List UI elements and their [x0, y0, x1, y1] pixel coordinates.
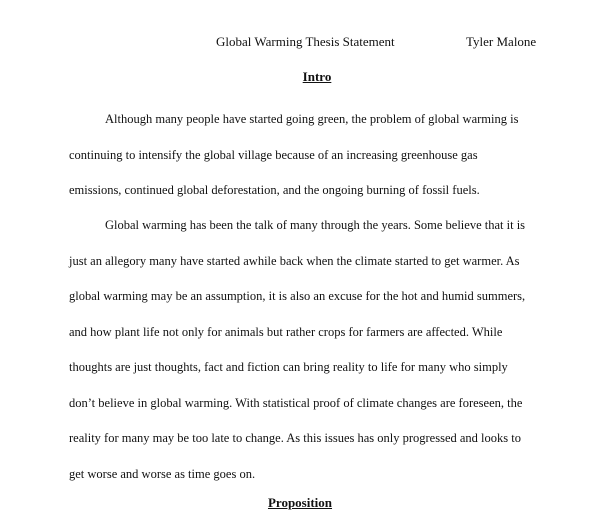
document-title: Global Warming Thesis Statement	[216, 34, 395, 49]
section-heading-intro: Intro	[302, 69, 332, 84]
body-paragraph: Although many people have started going green, the problem of global warming is continuing to intensify the global village because of an increasing greenhouse gas emissions, continued global deforestation, and the ongoing burning of fossil fuels.	[69, 112, 519, 197]
author-name: Tyler Malone	[466, 34, 537, 49]
section-heading-proposition: Proposition	[267, 495, 333, 510]
body-paragraph: Global warming has been the talk of many through the years. Some believe that it is just an allegory many have started awhile back when the climate started to get warmer. As global warming may be an assumption, it is also an excuse for the hot and humid summers, and how plant life not only for animals but rather crops for farmers are affected. While thoughts are just thoughts, fact and fiction can bring reality to life for many who simply don’t believe in global warming. With statistical proof of climate changes are foreseen, the reality for many may be too late to change. As this issues has only progressed and looks to get worse and worse as time goes on.	[69, 218, 526, 481]
